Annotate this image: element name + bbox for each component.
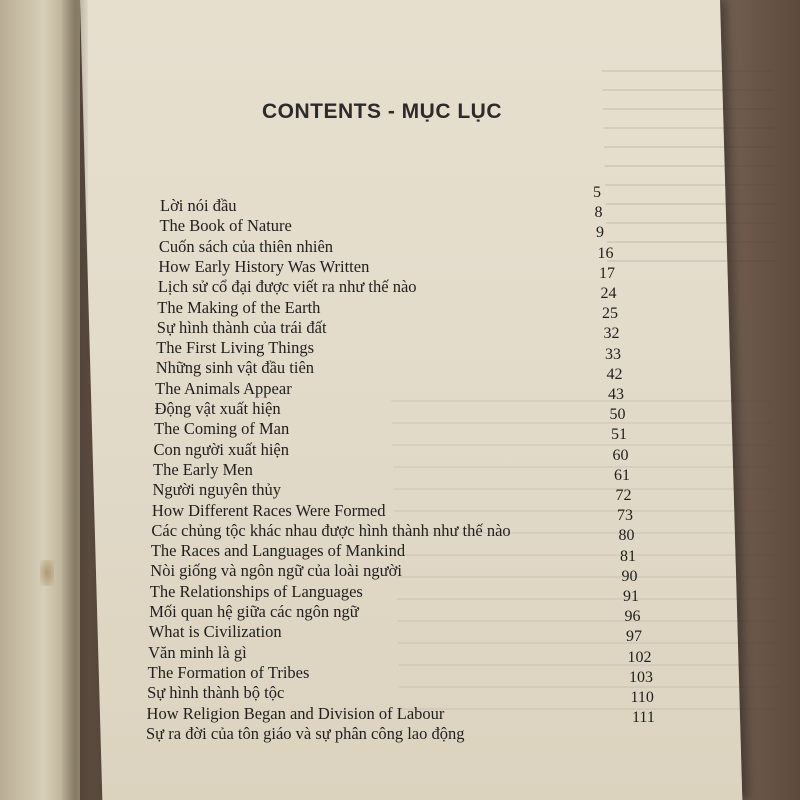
toc-entry-title: The Formation of Tribes	[147, 662, 310, 682]
toc-entry-page-number: 111	[632, 709, 655, 727]
toc-entry-page-number: 103	[629, 668, 653, 686]
toc-entry-title: How Early History Was Written	[158, 256, 370, 276]
toc-entry-title: The Coming of Man	[154, 419, 290, 439]
toc-entry-page-number: 72	[615, 487, 632, 504]
toc-entry-title: Những sinh vật đầu tiên	[155, 358, 315, 378]
toc-entry-title: Văn minh là gì	[148, 642, 247, 662]
toc-entry-title: Động vật xuất hiện	[154, 399, 281, 418]
toc-entry-title: Người nguyên thủy	[152, 480, 282, 500]
toc-entry-title: The Making of the Earth	[157, 297, 321, 317]
toc-entry-page-number: 16	[597, 244, 614, 262]
toc-entry-title: Lời nói đầu	[160, 196, 237, 215]
toc-entry-title: How Religion Began and Division of Labour	[146, 703, 445, 723]
toc-entry-page-number: 32	[603, 325, 620, 343]
toc-entry-title: Lịch sử cổ đại được viết ra như thế nào	[157, 277, 417, 297]
toc-entry-page-number: 73	[617, 507, 633, 525]
toc-entry-page-number: 102	[627, 648, 652, 666]
toc-entry-title: The Book of Nature	[159, 216, 292, 236]
toc-entry-title: The Early Men	[153, 459, 253, 479]
toc-entry-title: Cuốn sách của thiên nhiên	[158, 236, 334, 256]
toc-entry-title: Con người xuất hiện	[153, 439, 289, 459]
toc-entry-page-number: 43	[608, 386, 624, 403]
toc-entry-page-number: 24	[600, 285, 617, 302]
toc-entry-title: Mối quan hệ giữa các ngôn ngữ	[149, 602, 359, 621]
toc-entry-page-number: 97	[626, 628, 642, 646]
toc-entry-page-number: 80	[618, 527, 635, 545]
toc-entry-page-number: 90	[621, 567, 638, 585]
toc-entry-title: Sự ra đời của tôn giáo và sự phân công lao động	[146, 723, 465, 743]
page-title: CONTENTS - MỤC LỤC	[262, 100, 502, 123]
toc-entry-title: Các chủng tộc khác nhau được hình thành như thế nào	[151, 520, 511, 540]
toc-entry-page-number: 8	[594, 204, 603, 222]
toc-entry-page-number: 60	[612, 446, 629, 464]
toc-entry-page-number: 33	[605, 345, 621, 363]
toc-entry-title: The Relationships of Languages	[149, 581, 363, 601]
toc-entry-page-number: 110	[630, 689, 654, 706]
toc-entry-page-number: 25	[602, 305, 618, 323]
toc-entry-page-number: 91	[623, 588, 639, 605]
toc-entry-page-number: 42	[606, 365, 623, 383]
toc-entry-title: Sự hình thành của trái đất	[156, 317, 327, 337]
toc-entry-title: What is Civilization	[148, 622, 282, 642]
toc-entry-title: How Different Races Were Formed	[151, 500, 386, 520]
toc-entry-page-number: 5	[593, 184, 601, 201]
toc-entry-page-number: 50	[609, 406, 626, 424]
toc-entry-page-number: 9	[596, 224, 604, 242]
toc-entry-page-number: 51	[611, 426, 627, 444]
toc-entry-title: Nòi giống và ngôn ngữ của loài người	[150, 561, 402, 581]
toc-entry-page-number: 81	[620, 547, 636, 565]
toc-entry-page-number: 96	[624, 608, 641, 626]
toc-entry-page-number: 17	[599, 264, 615, 282]
toc-entry-page-number: 61	[614, 466, 630, 484]
toc-entry-title: Sự hình thành bộ tộc	[147, 683, 285, 703]
toc-entry-title: The First Living Things	[156, 338, 315, 358]
toc-entry-title: The Races and Languages of Mankind	[150, 541, 406, 561]
toc-entry-title: The Animals Appear	[155, 378, 292, 398]
